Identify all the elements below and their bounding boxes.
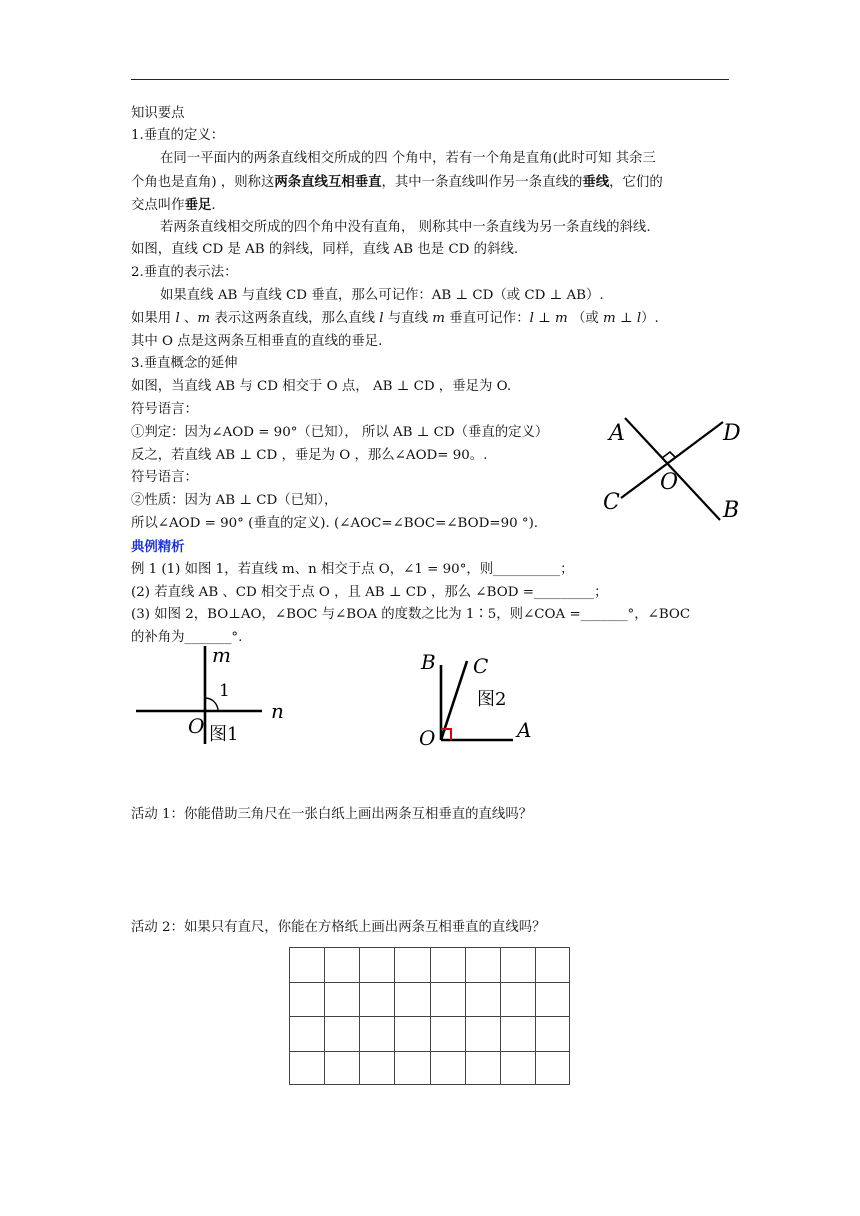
label-o: O — [660, 470, 679, 495]
figure-perpendicular-lines — [595, 408, 755, 528]
label-o: O — [188, 714, 205, 738]
s3-title: 3.垂直概念的延伸 — [131, 356, 238, 371]
example-line3: (3) 如图 2，BO⊥AO，∠BOC 与∠BOA 的度数之比为 1∶5，则∠COA =_______°，∠BOC — [131, 607, 691, 622]
label-a: A — [609, 421, 625, 446]
label-c: C — [473, 654, 489, 678]
angle-arc — [205, 698, 218, 711]
example-line1: 例 1 (1) 如图 1，若直线 m、n 相交于点 O，∠1 = 90°，则__________； — [131, 562, 574, 577]
s3-line5: 符号语言： — [131, 470, 198, 485]
s3-line3: ①判定：因为∠AOD = 90°（已知）， 所以 AB ⊥ CD（垂直的定义） — [131, 425, 549, 440]
example-heading: 典例精析 — [131, 539, 185, 555]
s3-line6: ②性质：因为 AB ⊥ CD（已知）， — [131, 493, 338, 508]
label-b: B — [723, 498, 740, 523]
s1-title: 1.垂直的定义： — [131, 128, 225, 143]
label-n: n — [271, 699, 284, 723]
s1-p2-line1: 若两条直线相交所成的四个角中没有直角， 则称其中一条直线为另一条直线的斜线. — [160, 220, 651, 235]
section-heading: 知识要点 — [131, 106, 185, 121]
grid-paper — [289, 947, 570, 1085]
label-angle-1: 1 — [219, 681, 230, 701]
activity-2: 活动 2：如果只有直尺，你能在方格纸上画出两条互相垂直的直线吗？ — [131, 920, 546, 935]
figure-2-caption: 图2 — [477, 689, 507, 710]
s1-p2-line2: 如图，直线 CD 是 AB 的斜线，同样，直线 AB 也是 CD 的斜线. — [131, 242, 519, 257]
figure-1 — [130, 640, 300, 750]
label-o: O — [419, 726, 436, 750]
s3-line2: 符号语言： — [131, 402, 198, 417]
s2-title: 2.垂直的表示法： — [131, 265, 238, 280]
s1-p1-line2: 个角也是直角) ，则称这两条直线互相垂直，其中一条直线叫作另一条直线的垂线，它们的 — [131, 174, 663, 190]
figure-2 — [415, 645, 545, 755]
figure-1-caption: 图1 — [209, 724, 239, 745]
s2-line1: 如果直线 AB 与直线 CD 垂直，那么可记作：AB ⊥ CD（或 CD ⊥ AB）. — [160, 288, 604, 303]
s3-line1: 如图，当直线 AB 与 CD 相交于 O 点， AB ⊥ CD ，垂足为 O. — [131, 379, 512, 394]
label-d: D — [723, 421, 741, 446]
activity-1: 活动 1：你能借助三角尺在一张白纸上画出两条互相垂直的直线吗？ — [131, 807, 533, 822]
s2-line2: 如果用 l 、m 表示这两条直线，那么直线 l 与直线 m 垂直可记作：l ⊥ m （或 m ⊥ l）. — [131, 311, 659, 326]
s2-line3: 其中 O 点是这两条互相垂直的直线的垂足. — [131, 334, 383, 349]
label-a: A — [517, 718, 532, 742]
s3-line4: 反之，若直线 AB ⊥ CD ，垂足为 O ，那么∠AOD= 90。. — [131, 448, 488, 463]
label-m: m — [212, 643, 231, 667]
header-rule — [131, 79, 729, 80]
label-b: B — [421, 650, 436, 674]
s1-p1-line3: 交点叫作垂足. — [131, 197, 216, 213]
right-angle-mark — [662, 452, 676, 458]
example-line2: (2) 若直线 AB 、CD 相交于点 O ，且 AB ⊥ CD ，那么 ∠BOD =_________； — [131, 585, 608, 600]
s3-line7: 所以∠AOD = 90° (垂直的定义). (∠AOC=∠BOC=∠BOD=90 °). — [131, 516, 539, 531]
line-ab — [625, 418, 720, 520]
example-line4: 的补角为_______°. — [131, 630, 243, 645]
label-c: C — [603, 490, 620, 515]
s1-p1-line1: 在同一平面内的两条直线相交所成的四 个角中，若有一个角是直角(此时可知 其余三 — [160, 151, 656, 166]
